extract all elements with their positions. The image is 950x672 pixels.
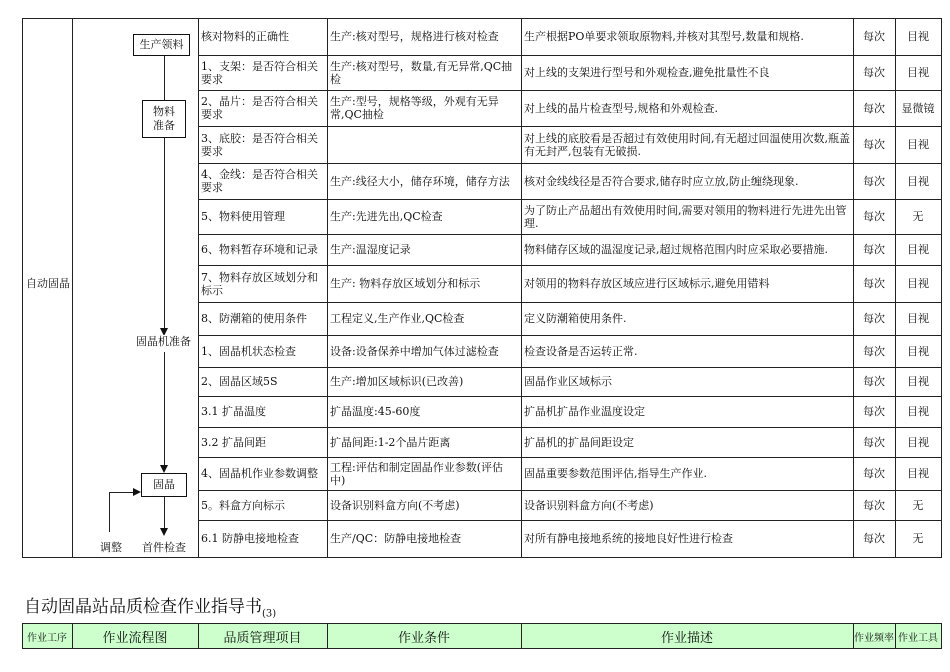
flow-box-material-prep xyxy=(142,100,186,138)
flow-arrow-2 xyxy=(160,465,168,473)
row-frequency: 每次 xyxy=(863,101,885,115)
row-quality-item: 4、金线：是否符合相关要求 xyxy=(201,168,318,194)
flow-arrow-3 xyxy=(160,528,168,536)
row-condition: 设备识别料盒方向(不考虑) xyxy=(330,498,460,512)
flow-box-material-prep-label: 物料准备 xyxy=(153,105,175,132)
row-description: 对上线的支架进行型号和外观检查,避免批量性不良 xyxy=(524,66,770,79)
header-divider xyxy=(853,623,854,649)
document-title xyxy=(24,596,276,625)
row-description: 设备识别料盒方向(不考虑) xyxy=(524,498,654,512)
row-frequency: 每次 xyxy=(863,138,885,151)
row-quality-item: 1、支架：是否符合相关要求 xyxy=(201,59,318,86)
row-quality-item: 7、物料存放区域划分和标示 xyxy=(201,270,318,297)
grid-vertical xyxy=(72,18,73,558)
row-frequency: 每次 xyxy=(863,467,885,480)
row-description: 定义防潮箱使用条件. xyxy=(524,312,627,325)
grid-vertical xyxy=(22,18,23,558)
row-quality-item: 6.1 防静电接地检查 xyxy=(201,532,299,545)
row-quality-item: 1、固晶机状态检查 xyxy=(201,344,296,358)
process-stage-label: 自动固晶 xyxy=(26,277,70,290)
flow-connector-1 xyxy=(164,56,165,100)
grid-vertical xyxy=(941,18,942,558)
row-quality-item: 5。料盒方向标示 xyxy=(201,498,285,512)
flow-box-machine-prep: 固晶机准备 xyxy=(136,335,191,348)
row-condition: 生产:增加区域标识(已改善) xyxy=(330,375,464,388)
header-divider xyxy=(198,623,199,649)
grid-horizontal xyxy=(198,557,942,558)
row-description: 扩晶机的扩晶间距设定 xyxy=(524,435,634,449)
row-condition: 生产: 物料存放区域划分和标示 xyxy=(330,277,481,290)
row-frequency: 每次 xyxy=(863,243,885,256)
header-process: 作业工序 xyxy=(27,632,67,644)
header-divider xyxy=(941,623,942,649)
row-tool: 目视 xyxy=(907,66,929,79)
row-tool: 无 xyxy=(912,532,924,545)
row-tool: 目视 xyxy=(907,30,929,43)
row-tool: 目视 xyxy=(907,243,929,256)
row-frequency: 每次 xyxy=(863,277,885,290)
flow-box-production-pick: 生产领料 xyxy=(133,34,190,56)
row-quality-item: 3.1 扩晶温度 xyxy=(201,405,266,418)
row-condition xyxy=(327,126,521,163)
row-condition: 生产:型号，规格等级，外观有无异常,QC抽检 xyxy=(330,95,499,121)
grid-horizontal xyxy=(22,18,198,19)
row-description: 固晶作业区域标示 xyxy=(524,375,612,388)
header-divider xyxy=(72,623,73,649)
row-frequency: 每次 xyxy=(863,498,885,512)
row-frequency: 每次 xyxy=(863,174,885,188)
row-tool: 显微镜 xyxy=(901,101,935,115)
row-description: 检查设备是否运转正常. xyxy=(524,344,638,358)
header-divider xyxy=(521,623,522,649)
row-tool: 目视 xyxy=(907,277,929,290)
flow-connector-4 xyxy=(164,497,165,532)
document-title-sub: (3) xyxy=(262,608,277,620)
header-tool: 作业工具 xyxy=(898,632,938,644)
row-condition: 生产/QC：防静电接地检查 xyxy=(330,532,462,545)
row-description: 为了防止产品超出有效使用时间,需要对领用的物料进行先进先出管理. xyxy=(524,203,847,230)
header-divider xyxy=(22,623,23,649)
flow-loop-horizontal xyxy=(109,492,134,493)
row-description: 核对金线线径是否符合要求,储存时应立放,防止缠绕现象. xyxy=(524,174,799,188)
row-condition: 生产:温湿度记录 xyxy=(330,243,411,256)
row-frequency: 每次 xyxy=(863,66,885,79)
flow-box-die-bond: 固晶 xyxy=(141,473,187,497)
row-description: 物料储存区域的温湿度记录,超过规格范围内时应采取必要措施. xyxy=(524,243,828,256)
header-flow: 作业流程图 xyxy=(102,630,168,646)
flow-label-first-check: 首件检查 xyxy=(142,541,186,554)
flow-loop-vertical xyxy=(109,492,110,532)
flow-label-adjust: 调整 xyxy=(100,541,122,554)
header-divider xyxy=(895,623,896,649)
row-tool: 无 xyxy=(912,210,924,223)
row-quality-item: 5、物料使用管理 xyxy=(201,210,285,223)
row-condition: 生产:核对型号，规格进行核对检查 xyxy=(330,30,499,43)
row-quality-item: 4、固晶机作业参数调整 xyxy=(201,467,318,480)
row-tool: 无 xyxy=(912,498,924,512)
row-frequency: 每次 xyxy=(863,532,885,545)
row-tool: 目视 xyxy=(907,467,929,480)
row-frequency: 每次 xyxy=(863,375,885,388)
row-description: 对领用的物料存放区域应进行区域标示,避免用错料 xyxy=(524,277,770,290)
row-description: 对上线的晶片检查型号,规格和外观检查. xyxy=(524,101,718,115)
header-divider xyxy=(327,623,328,649)
row-description: 扩晶机扩晶作业温度设定 xyxy=(524,405,645,418)
row-frequency: 每次 xyxy=(863,312,885,325)
row-tool: 目视 xyxy=(907,405,929,418)
row-condition: 工程:评估和制定固晶作业参数(评估中) xyxy=(330,460,503,487)
row-quality-item: 2、固晶区域5S xyxy=(201,375,278,388)
header-quality: 品质管理项目 xyxy=(223,630,302,646)
header-condition: 作业条件 xyxy=(397,630,450,646)
row-quality-item: 3.2 扩晶间距 xyxy=(201,435,266,449)
row-condition: 生产:先进先出,QC检查 xyxy=(330,210,443,223)
document-title-text: 自动固晶站品质检查作业指导书 xyxy=(24,597,262,617)
row-tool: 目视 xyxy=(907,174,929,188)
row-description: 对上线的底胶看是否超过有效使用时间,有无超过回温使用次数,瓶盖有无封严,包装有无破损. xyxy=(524,131,850,158)
row-tool: 目视 xyxy=(907,312,929,325)
row-quality-item: 核对物料的正确性 xyxy=(201,30,289,43)
row-description: 对所有静电接地系统的接地良好性进行检查 xyxy=(524,532,733,545)
row-tool: 目视 xyxy=(907,375,929,388)
row-description: 固晶重要参数范围评估,指导生产作业. xyxy=(524,467,707,480)
row-quality-item: 2、晶片：是否符合相关要求 xyxy=(201,95,318,121)
grid-horizontal xyxy=(22,557,198,558)
row-tool: 目视 xyxy=(907,138,929,151)
flow-connector-2 xyxy=(164,138,165,333)
row-condition: 扩晶温度:45-60度 xyxy=(330,405,421,418)
row-frequency: 每次 xyxy=(863,210,885,223)
row-condition: 生产:线径大小，储存环境，储存方法 xyxy=(330,174,510,188)
row-frequency: 每次 xyxy=(863,344,885,358)
row-condition: 扩晶间距:1-2个晶片距离 xyxy=(330,435,451,449)
row-condition: 生产:核对型号，数量,有无异常,QC抽检 xyxy=(330,59,513,86)
header-frequency: 作业频率 xyxy=(854,632,894,644)
header-description: 作业描述 xyxy=(660,630,713,646)
row-frequency: 每次 xyxy=(863,405,885,418)
row-frequency: 每次 xyxy=(863,435,885,449)
row-quality-item: 6、物料暂存环境和记录 xyxy=(201,243,318,256)
row-tool: 目视 xyxy=(907,344,929,358)
flow-loop-arrow xyxy=(133,488,141,496)
row-description: 生产根据PO单要求领取原物料,并核对其型号,数量和规格. xyxy=(524,30,804,43)
row-condition: 设备:设备保养中增加气体过滤检查 xyxy=(330,344,499,358)
row-condition: 工程定义,生产作业,QC检查 xyxy=(330,312,465,325)
flow-connector-3 xyxy=(164,352,165,470)
row-quality-item: 3、底胶：是否符合相关要求 xyxy=(201,131,318,158)
row-frequency: 每次 xyxy=(863,30,885,43)
row-tool: 目视 xyxy=(907,435,929,449)
row-quality-item: 8、防潮箱的使用条件 xyxy=(201,312,307,325)
